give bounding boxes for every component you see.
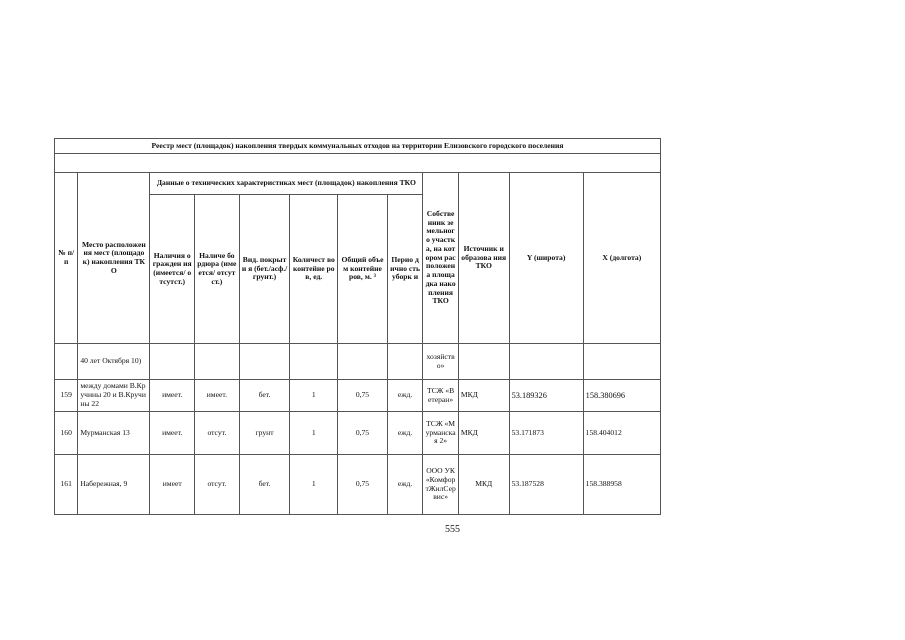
cell-curb: отсут. [195, 455, 240, 515]
header-owner: Собственник земельного участка, на котором расположена площадка накопления ТКО [423, 173, 459, 344]
cell-cover: грунт [239, 412, 290, 455]
header-lon: X (долгота) [583, 173, 660, 344]
cell-frequency [387, 344, 423, 380]
cell-containers: 1 [290, 412, 338, 455]
cell-lon [583, 344, 660, 380]
cell-lat: 53.171873 [509, 412, 583, 455]
cell-lon: 158.404012 [583, 412, 660, 455]
cell-location: между домами В.Кручины 20 и В.Кручины 22 [78, 380, 150, 412]
blank-cell [55, 154, 661, 173]
cell-cover [239, 344, 290, 380]
cell-owner: ООО УК «КомфортЖилСервис» [423, 455, 459, 515]
cell-frequency: ежд. [387, 380, 423, 412]
cell-cover: бет. [239, 380, 290, 412]
cell-containers [290, 344, 338, 380]
header-curb: Наличе бордюра (имеется/ отсутст.) [195, 195, 240, 344]
cell-source [458, 344, 509, 380]
cell-cover: бет. [239, 455, 290, 515]
cell-location: Набережная, 9 [78, 455, 150, 515]
registry-table [54, 138, 661, 515]
header-frequency: Перио дично сть уборк и [387, 195, 423, 344]
table-row [55, 412, 661, 455]
cell-owner: ТСЖ «Ветеран» [423, 380, 459, 412]
table-row [55, 455, 661, 515]
cell-location: Мурманская 13 [78, 412, 150, 455]
cell-containers: 1 [290, 380, 338, 412]
cell-owner: хозяйство» [423, 344, 459, 380]
cell-curb: отсут. [195, 412, 240, 455]
header-lat: Y (широта) [509, 173, 583, 344]
header-volume: Общий объем контейне ров, м. ³ [338, 195, 388, 344]
cell-volume [338, 344, 388, 380]
cell-lon: 158.380696 [583, 380, 660, 412]
cell-num: 160 [55, 412, 78, 455]
cell-lat: 53.187528 [509, 455, 583, 515]
table-title: Реестр мест (площадок) накопления твердых коммунальных отходов на территории Елизовского городского поселения [55, 139, 661, 154]
cell-fence: имеет [150, 455, 195, 515]
cell-source: МКД [458, 380, 509, 412]
cell-source: МКД [458, 455, 509, 515]
table-row [55, 380, 661, 412]
cell-num: 159 [55, 380, 78, 412]
header-fence: Наличия огражден ия (имеется/ отсутст.) [150, 195, 195, 344]
cell-volume: 0,75 [338, 380, 388, 412]
header-containers: Количест во контейне ров, ед. [290, 195, 338, 344]
title-row [55, 139, 661, 154]
cell-frequency: ежд. [387, 455, 423, 515]
cell-curb [195, 344, 240, 380]
header-row-1 [55, 173, 661, 195]
table-row [55, 344, 661, 380]
header-tech-group: Данные о технических характеристиках мест (площадок) накопления ТКО [150, 173, 423, 195]
cell-volume: 0,75 [338, 455, 388, 515]
cell-containers: 1 [290, 455, 338, 515]
header-cover: Вид. покрыти я (бет./асф./ грунт.) [239, 195, 290, 344]
cell-owner: ТСЖ «Мурманская 2» [423, 412, 459, 455]
cell-volume: 0,75 [338, 412, 388, 455]
cell-lat: 53.189326 [509, 380, 583, 412]
page-number: 555 [445, 524, 460, 535]
blank-row [55, 154, 661, 173]
cell-source: МКД [458, 412, 509, 455]
cell-lon: 158.388958 [583, 455, 660, 515]
header-location: Место расположения мест (площадок) накопления ТКО [78, 173, 150, 344]
cell-fence [150, 344, 195, 380]
cell-lat [509, 344, 583, 380]
cell-fence: имеет. [150, 380, 195, 412]
header-num: № п/п [55, 173, 78, 344]
cell-curb: имеет. [195, 380, 240, 412]
header-source: Источник и образова ния ТКО [458, 173, 509, 344]
cell-frequency: ежд. [387, 412, 423, 455]
cell-fence: имеет. [150, 412, 195, 455]
cell-location: 40 лет Октября 10) [78, 344, 150, 380]
cell-num [55, 344, 78, 380]
cell-num: 161 [55, 455, 78, 515]
